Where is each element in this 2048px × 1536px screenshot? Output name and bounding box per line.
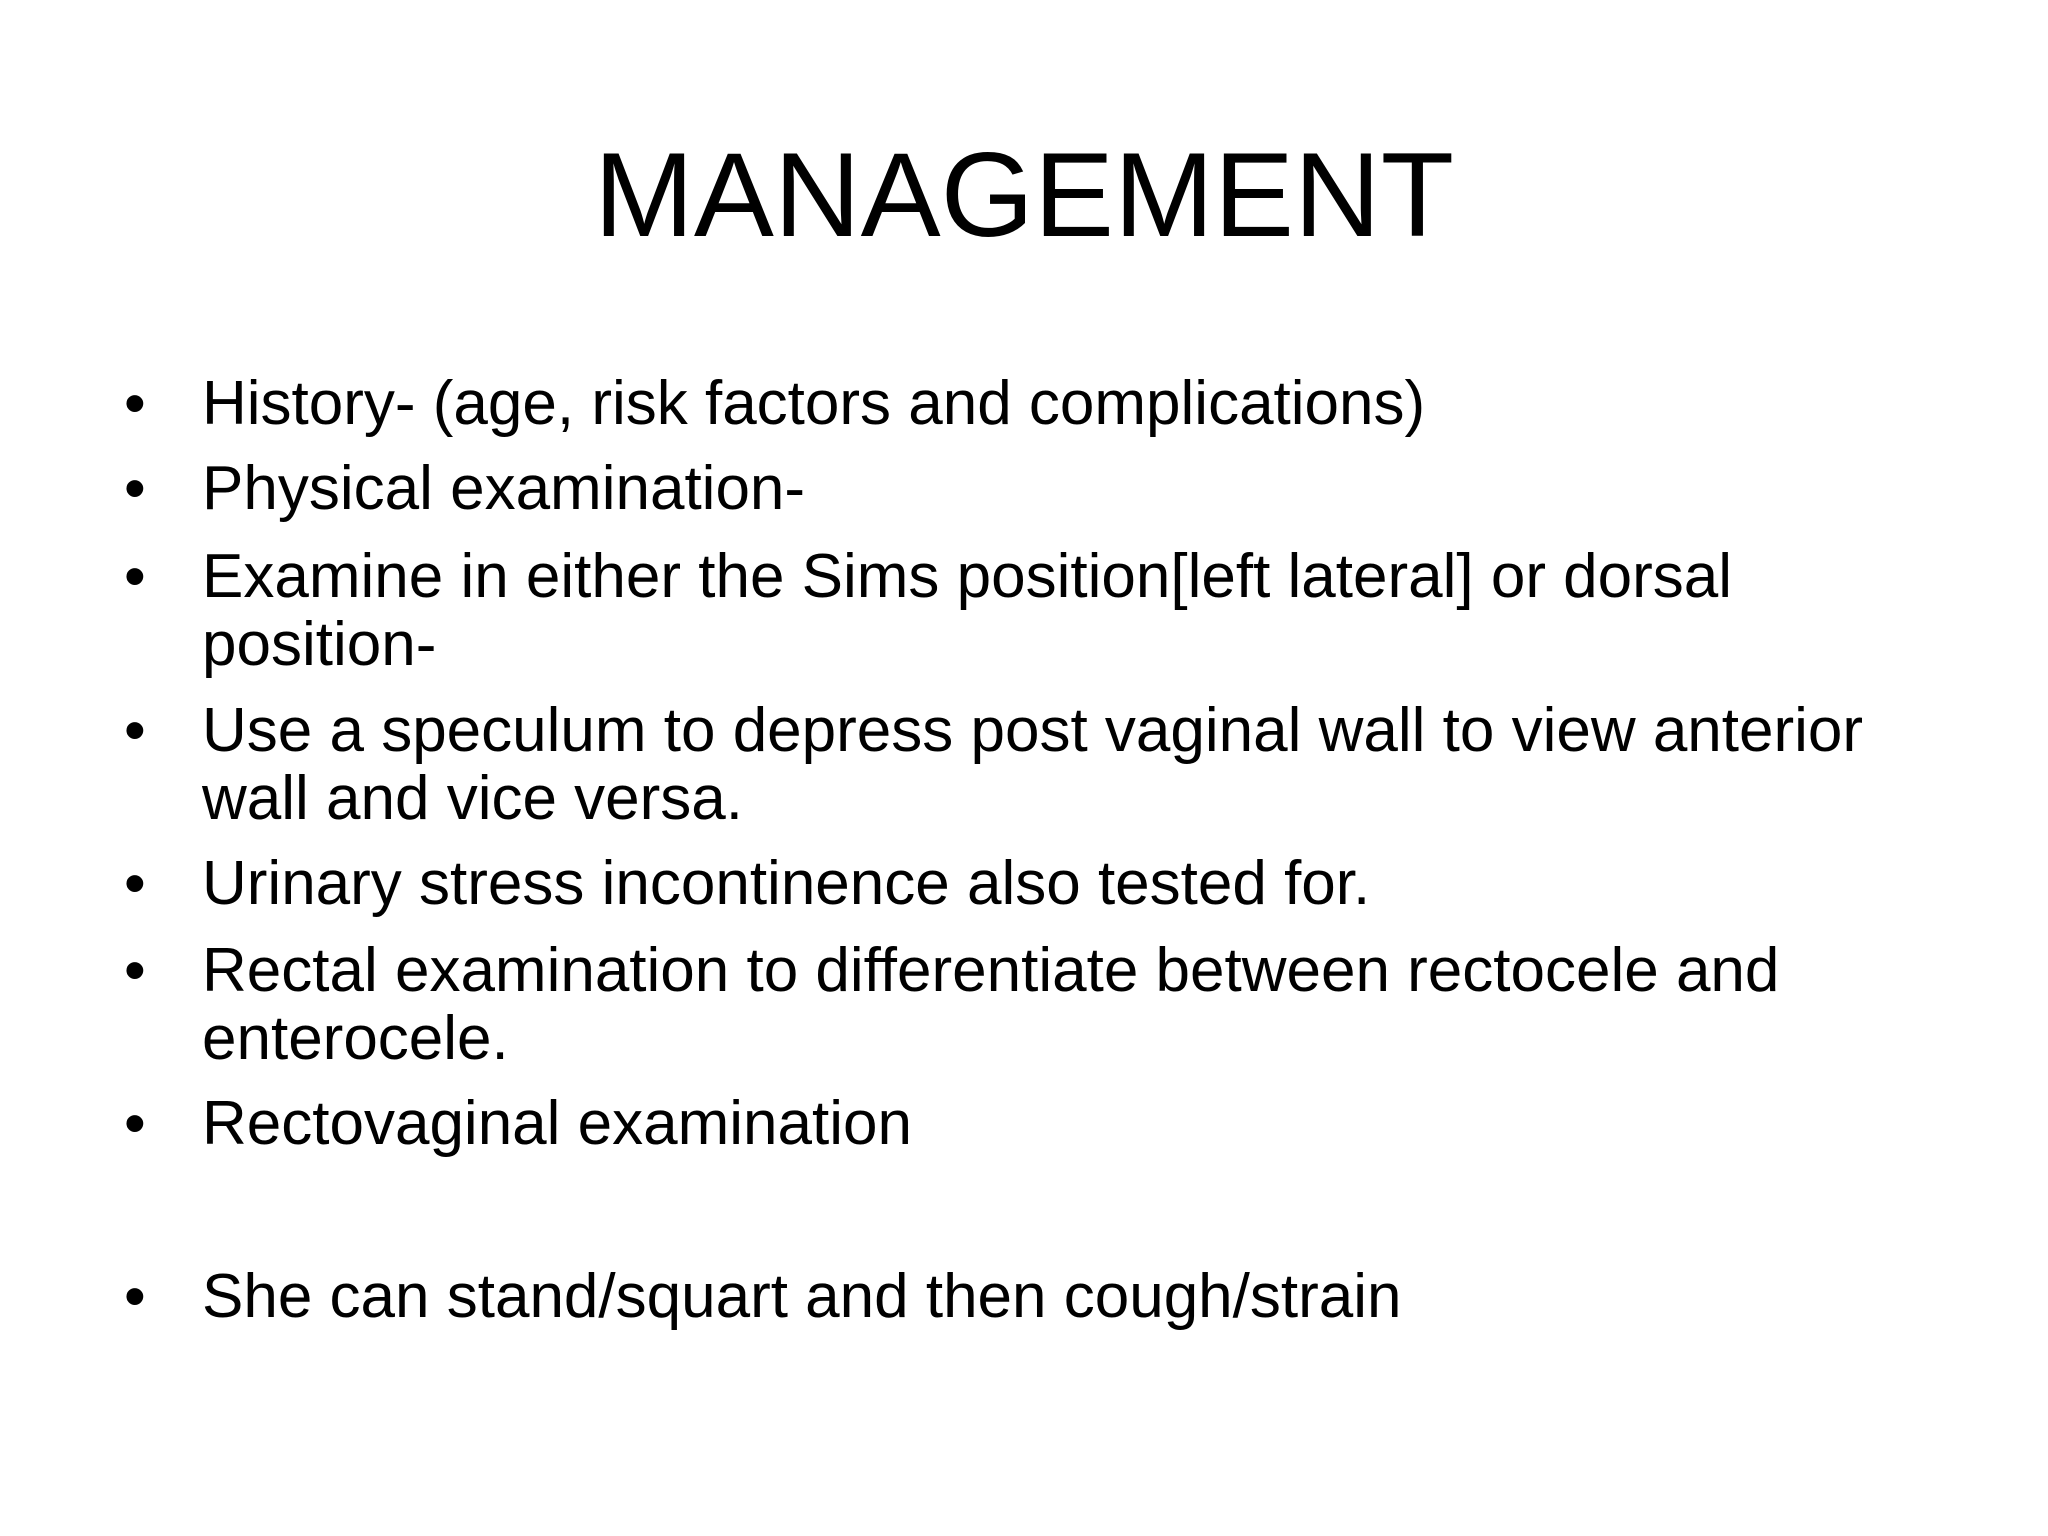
bullet-icon: •	[124, 369, 146, 438]
bullet-text: Rectovaginal examination	[202, 1089, 912, 1158]
bullet-text: Rectal examination to differentiate between rectocele and enterocele.	[202, 936, 1780, 1073]
bullet-text: Physical examination-	[202, 454, 806, 523]
bullet-text: Examine in either the Sims position[left lateral] or dorsal position-	[202, 542, 1733, 679]
bullet-icon: •	[124, 542, 146, 611]
bullet-icon: •	[124, 1262, 146, 1331]
bullet-icon: •	[124, 936, 146, 1005]
bullet-icon: •	[124, 696, 146, 765]
bullet-icon: •	[124, 1089, 146, 1158]
bullet-text: She can stand/squart and then cough/strain	[202, 1262, 1402, 1331]
bullet-icon: •	[124, 849, 146, 918]
bullet-text: Use a speculum to depress post vaginal wall to view anterior wall and vice versa.	[202, 696, 1864, 833]
bullet-icon: •	[124, 454, 146, 523]
bullet-text: History- (age, risk factors and complications)	[202, 369, 1426, 438]
bullet-text: Urinary stress incontinence also tested for.	[202, 849, 1371, 918]
slide-title: MANAGEMENT	[593, 128, 1455, 262]
